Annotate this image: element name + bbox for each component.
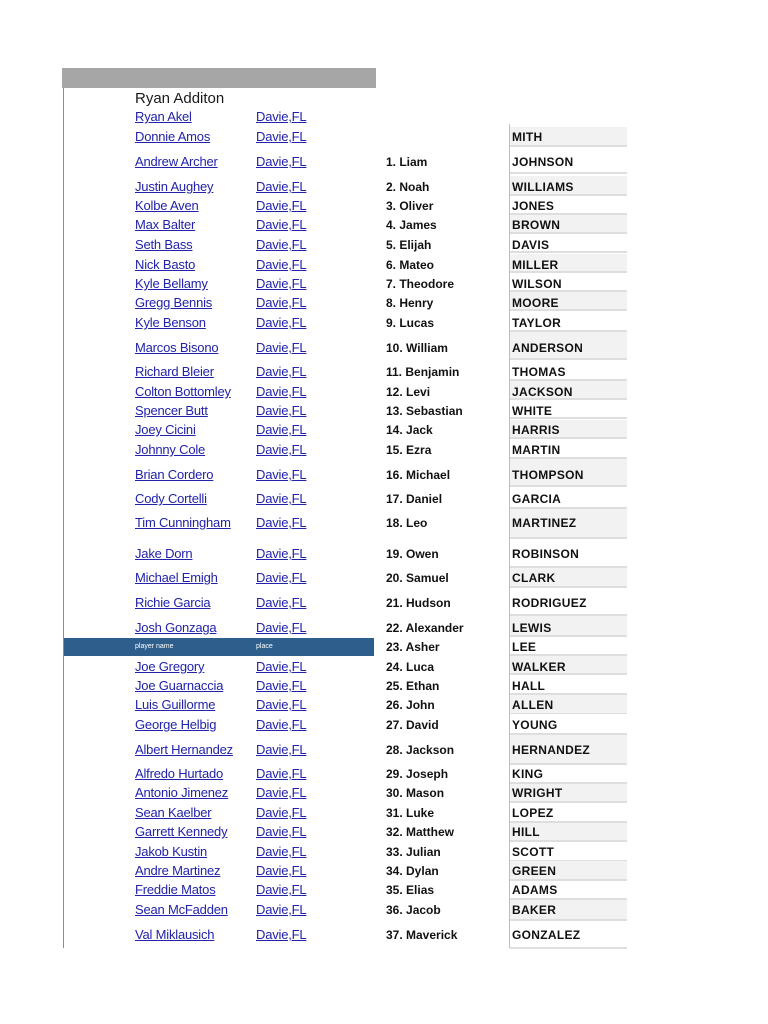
list-item [0,109,768,127]
player-name-link[interactable]: Spencer Butt [135,403,208,418]
ranked-first-name: 31. Luke [386,806,435,820]
player-name-link[interactable]: Nick Basto [135,257,196,272]
player-name-link[interactable]: Josh Gonzaga [135,620,217,635]
player-name-link[interactable]: Albert Hernandez [135,742,233,757]
player-place-link[interactable]: Davie,FL [256,863,307,878]
player-place-link[interactable]: Davie,FL [256,491,307,506]
ranked-row [0,316,768,334]
ranked-first-name: 33. Julian [386,845,441,859]
ranked-first-name: 1. Liam [386,155,428,169]
ranked-row [0,640,768,658]
player-name-link[interactable]: Sean Kaelber [135,805,212,820]
ranked-surname: MOORE [512,296,559,310]
ranked-surname: RODRIGUEZ [512,596,587,610]
ranked-first-name: 32. Matthew [386,825,455,839]
player-name-link[interactable]: Andrew Archer [135,154,218,169]
ranked-surname: JOHNSON [512,155,574,169]
ranked-row [0,296,768,314]
ranked-first-name: 14. Jack [386,423,433,437]
player-place-link[interactable]: Davie,FL [256,217,307,232]
player-place-link[interactable]: Davie,FL [256,129,307,144]
player-name-link[interactable]: Ryan Akel [135,109,192,124]
player-place-link[interactable]: Davie,FL [256,844,307,859]
ranked-first-name: 23. Asher [386,640,440,654]
ranked-row [0,903,768,921]
place-header: place [256,643,273,650]
ranked-row [0,443,768,461]
ranked-surname: HALL [512,679,546,693]
ranked-row [0,218,768,236]
ranked-first-name: 17. Daniel [386,492,443,506]
player-place-link[interactable]: Davie,FL [256,678,307,693]
top-gray-bar [62,68,376,88]
ranked-surname: LOPEZ [512,806,554,820]
ranked-first-name: 12. Levi [386,385,431,399]
player-name-link[interactable]: Jakob Kustin [135,844,208,859]
player-name-link[interactable]: Max Balter [135,217,196,232]
player-place-link[interactable]: Davie,FL [256,546,307,561]
ranked-surname: WILSON [512,277,562,291]
player-place-link[interactable]: Davie,FL [256,717,307,732]
ranked-row [0,258,768,276]
player-place-link[interactable]: Davie,FL [256,403,307,418]
ranked-row [0,238,768,256]
ranked-surname: JACKSON [512,385,573,399]
player-place-link[interactable]: Davie,FL [256,570,307,585]
player-name-link[interactable]: Val Miklausich [135,927,215,942]
player-place-link[interactable]: Davie,FL [256,109,307,124]
player-place-link[interactable]: Davie,FL [256,595,307,610]
ranked-row [0,806,768,824]
ranked-first-name: 16. Michael [386,468,451,482]
player-name-link[interactable]: Kyle Bellamy [135,276,208,291]
ranked-row [0,199,768,217]
player-place-link[interactable]: Davie,FL [256,742,307,757]
player-name-link[interactable]: Richard Bleier [135,364,214,379]
player-name-link[interactable]: Richie Garcia [135,595,211,610]
player-name-link[interactable]: Donnie Amos [135,129,211,144]
player-name-link[interactable]: Alfredo Hurtado [135,766,224,781]
ranked-first-name: 37. Maverick [386,928,458,942]
ranked-row [0,571,768,589]
player-name-link[interactable]: Seth Bass [135,237,193,252]
player-place-link[interactable]: Davie,FL [256,384,307,399]
player-place-link[interactable]: Davie,FL [256,315,307,330]
player-name-link[interactable]: Cody Cortelli [135,491,207,506]
ranked-row [0,928,768,946]
player-name-link[interactable]: Marcos Bisono [135,340,219,355]
ranked-surname: ROBINSON [512,547,580,561]
ranked-first-name: 4. James [386,218,437,232]
ranked-row [0,825,768,843]
ranked-row [0,718,768,736]
player-name-link[interactable]: Brian Cordero [135,467,214,482]
ranked-row [0,404,768,422]
ranked-first-name: 7. Theodore [386,277,455,291]
ranked-first-name: 19. Owen [386,547,439,561]
ranked-surname: HERNANDEZ [512,743,591,757]
ranked-surname: HILL [512,825,540,839]
ranked-surname: YOUNG [512,718,558,732]
ranked-surname: HARRIS [512,423,560,437]
ranked-surname: ANDERSON [512,341,584,355]
player-place-link[interactable]: Davie,FL [256,824,307,839]
ranked-first-name: 11. Benjamin [386,365,460,379]
ranked-first-name: 27. David [386,718,439,732]
player-place-link[interactable]: Davie,FL [256,154,307,169]
player-name-link[interactable]: Tim Cunningham [135,515,231,530]
player-name-link[interactable]: Sean McFadden [135,902,228,917]
ranked-row [0,155,768,173]
ranked-first-name: 10. William [386,341,448,355]
player-place-link[interactable]: Davie,FL [256,340,307,355]
ranked-first-name: 36. Jacob [386,903,441,917]
ranked-surname: WILLIAMS [512,180,574,194]
ranked-first-name: 24. Luca [386,660,435,674]
ranked-first-name: 34. Dylan [386,864,439,878]
ranked-surname: BROWN [512,218,561,232]
ranked-row [0,365,768,383]
ranked-first-name: 30. Mason [386,786,445,800]
ranked-first-name: 28. Jackson [386,743,455,757]
ranked-surname: WALKER [512,660,566,674]
ranked-first-name: 5. Elijah [386,238,432,252]
ranked-surname: LEE [512,640,537,654]
player-place-link[interactable]: Davie,FL [256,276,307,291]
player-name-link[interactable]: Joe Gregory [135,659,205,674]
ranked-first-name: 3. Oliver [386,199,434,213]
ranked-first-name: 22. Alexander [386,621,464,635]
player-place-link[interactable]: Davie,FL [256,902,307,917]
ranked-first-name: 21. Hudson [386,596,451,610]
ranked-row [0,845,768,863]
player-name-link[interactable]: Colton Bottomley [135,384,231,399]
ranked-surname: JONES [512,199,555,213]
player-place-link[interactable]: Davie,FL [256,785,307,800]
ranked-surname: SCOTT [512,845,555,859]
player-place-link[interactable]: Davie,FL [256,237,307,252]
ranked-surname: MARTIN [512,443,561,457]
ranked-first-name: 25. Ethan [386,679,440,693]
ranked-row [0,180,768,198]
ranked-surname: ADAMS [512,883,558,897]
ranked-first-name: 18. Leo [386,516,428,530]
player-place-link[interactable]: Davie,FL [256,198,307,213]
player-place-link[interactable]: Davie,FL [256,295,307,310]
ranked-row [0,423,768,441]
player-place-link[interactable]: Davie,FL [256,467,307,482]
ranked-row [0,698,768,716]
ranked-surname: MILLER [512,258,559,272]
ranked-first-name: 2. Noah [386,180,430,194]
player-place-link[interactable]: Davie,FL [256,882,307,897]
player-place-link[interactable]: Davie,FL [256,697,307,712]
ranked-row [0,516,768,534]
ranked-first-name: 8. Henry [386,296,434,310]
player-place-link[interactable]: Davie,FL [256,364,307,379]
player-name-link[interactable]: Garrett Kennedy [135,824,228,839]
player-name-link[interactable]: Andre Martinez [135,863,221,878]
ranked-row [0,621,768,639]
ranked-surname: BAKER [512,903,557,917]
ranked-surname: ALLEN [512,698,554,712]
ranked-row [0,883,768,901]
player-name-link[interactable]: Joe Guarnaccia [135,678,224,693]
player-place-link[interactable]: Davie,FL [256,927,307,942]
ranked-first-name: 26. John [386,698,435,712]
player-name-link[interactable]: Luis Guillorme [135,697,216,712]
player-place-link[interactable]: Davie,FL [256,442,307,457]
ranked-row [0,660,768,678]
player-name-link[interactable]: Johnny Cole [135,442,206,457]
player-name-link[interactable]: Antonio Jimenez [135,785,229,800]
ranked-row [0,786,768,804]
ranked-surname: DAVIS [512,238,550,252]
player-name-link[interactable]: Joey Cicini [135,422,196,437]
player-place-link[interactable]: Davie,FL [256,257,307,272]
ranked-first-name: 35. Elias [386,883,435,897]
ranked-surname: LEWIS [512,621,552,635]
ranked-surname: GARCIA [512,492,562,506]
player-place-link[interactable]: Davie,FL [256,805,307,820]
player-name-link[interactable]: Kyle Benson [135,315,206,330]
player-place-link[interactable]: Davie,FL [256,515,307,530]
ranked-surname: CLARK [512,571,556,585]
ranked-first-name: 6. Mateo [386,258,435,272]
ranked-surname: GREEN [512,864,557,878]
ranked-surname: WRIGHT [512,786,563,800]
ranked-surname: THOMPSON [512,468,584,482]
ranked-first-name: 13. Sebastian [386,404,463,418]
player-name-link[interactable]: George Helbig [135,717,217,732]
player-place-link[interactable]: Davie,FL [256,659,307,674]
player-place-link[interactable]: Davie,FL [256,179,307,194]
ranked-row [0,679,768,697]
ranked-first-name: 15. Ezra [386,443,432,457]
header-player-name: Ryan Additon [135,90,225,107]
ranked-surname: GONZALEZ [512,928,581,942]
ranked-first-name: 9. Lucas [386,316,435,330]
player-name-header: player name [135,643,174,650]
ranked-row [0,341,768,359]
ranked-first-name: 20. Samuel [386,571,449,585]
player-place-link[interactable]: Davie,FL [256,766,307,781]
player-name-link[interactable]: Gregg Bennis [135,295,213,310]
ranked-first-name: 29. Joseph [386,767,449,781]
player-name-link[interactable]: Jake Dorn [135,546,193,561]
ranked-row [0,743,768,761]
ranked-row [0,596,768,614]
top-surname: MITH [512,130,543,144]
ranked-surname: KING [512,767,544,781]
player-place-link[interactable]: Davie,FL [256,422,307,437]
ranked-row [0,547,768,565]
ranked-row [0,468,768,486]
ranked-surname: TAYLOR [512,316,562,330]
ranked-row [0,277,768,295]
player-name-link[interactable]: Michael Emigh [135,570,218,585]
player-place-link[interactable]: Davie,FL [256,620,307,635]
ranked-row [0,864,768,882]
ranked-surname: THOMAS [512,365,566,379]
top-surname-row [0,130,768,148]
player-name-link[interactable]: Justin Aughey [135,179,214,194]
ranked-row [0,492,768,510]
ranked-surname: MARTINEZ [512,516,577,530]
ranked-row [0,767,768,785]
player-name-link[interactable]: Freddie Matos [135,882,216,897]
player-name-link[interactable]: Kolbe Aven [135,198,199,213]
ranked-surname: WHITE [512,404,553,418]
ranked-row [0,385,768,403]
